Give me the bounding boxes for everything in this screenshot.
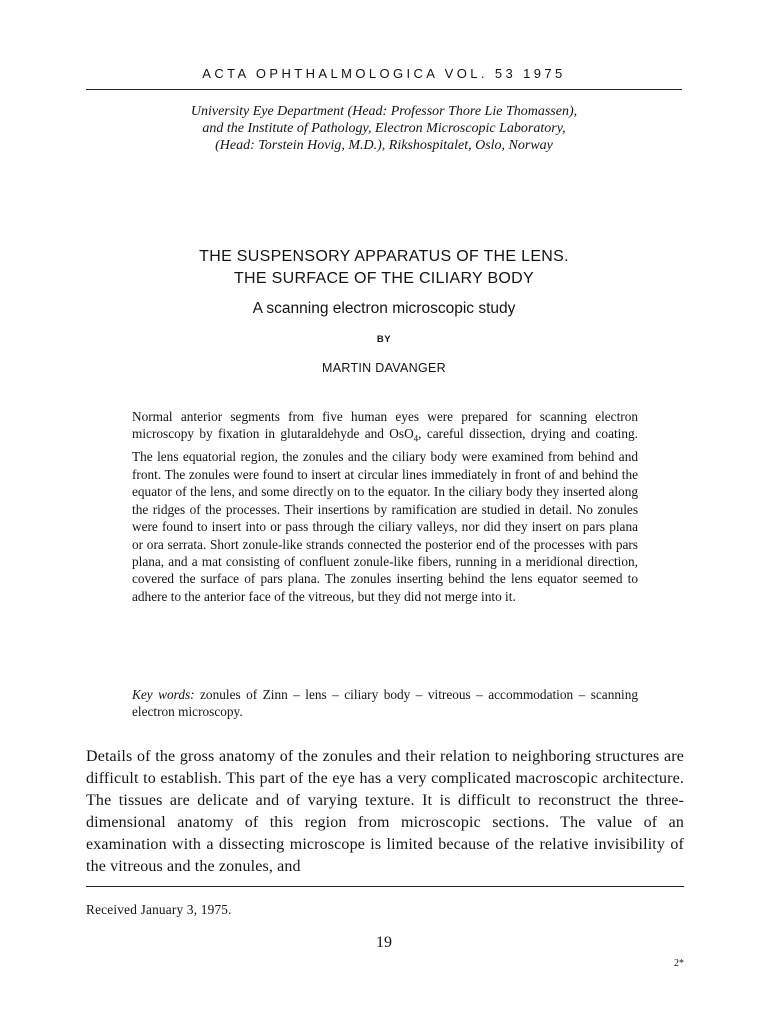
abstract bbox=[132, 408, 638, 605]
keywords-text: zonules of Zinn – lens – ciliary body – vitreous – accommodation – scanning electron microscopy. bbox=[132, 687, 638, 720]
article-subtitle: A scanning electron microscopic study bbox=[252, 300, 516, 317]
affiliation-line-3: (Head: Torstein Hovig, M.D.), Rikshospitalet, Oslo, Norway bbox=[215, 138, 553, 153]
received-date: Received January 3, 1975. bbox=[86, 902, 232, 917]
abstract-text-2: , careful dissection, drying and coating. The lens equatorial region, the zonules and the ciliary body were examined from behind and front. The zonules were found to insert at circular lines immediately in front of and behind the equator of the lens, and some directly on to the equator. In the ciliary body they inserted along the ridges of the processes. Their insertions by ramification are studied in detail. No zonules were found to insert into or pass through the ciliary valleys, nor did they insert on pars plana or ora serrata. Short zonule-like strands connected the posterior end of the processes with pars plana, and a mat consisting of confluent zonule-like fibers, running in a meridional direction, covered the surface of pars plana. The zonules inserting behind the lens equator seemed to adhere to the anterior face of the vitreous, but they did not merge into it. bbox=[132, 426, 638, 604]
by-label: BY bbox=[376, 334, 392, 345]
body-paragraph: Details of the gross anatomy of the zonules and their relation to neighboring structures are difficult to establish. This part of the eye has a very complicated macroscopic architecture. The tissues are delicate and of varying texture. It is difficult to reconstruct the three-dimensional anatomy of this region from microscopic sections. The value of an examination with a dissecting microscope is limited because of the relative invisibility of the vitreous and the zonules, and bbox=[86, 748, 684, 875]
title-line-1: THE SUSPENSORY APPARATUS OF THE LENS. bbox=[199, 248, 569, 265]
article-title bbox=[0, 246, 768, 290]
abstract-text-1: Normal anterior segments from five human eyes were prepared for scanning electron microscopy by fixation in glutaraldehyde and OsO bbox=[132, 409, 638, 442]
page-number: 19 bbox=[376, 934, 392, 951]
keywords bbox=[132, 686, 638, 721]
author-name: MARTIN DAVANGER bbox=[322, 361, 446, 375]
keywords-label: Key words: bbox=[132, 687, 195, 702]
journal-header: ACTA OPHTHALMOLOGICA VOL. 53 1975 bbox=[202, 66, 566, 81]
affiliation-line-2: and the Institute of Pathology, Electron Microscopic Laboratory, bbox=[202, 121, 566, 136]
footnote-rule bbox=[86, 886, 684, 887]
title-line-2: THE SURFACE OF THE CILIARY BODY bbox=[233, 270, 535, 287]
affiliation-line-1: University Eye Department (Head: Professor Thore Lie Thomassen), bbox=[190, 104, 578, 119]
signature-mark: 2* bbox=[674, 958, 684, 969]
abstract-subscript: 4 bbox=[413, 434, 419, 445]
affiliation-block bbox=[100, 103, 668, 154]
header-rule bbox=[86, 89, 682, 90]
